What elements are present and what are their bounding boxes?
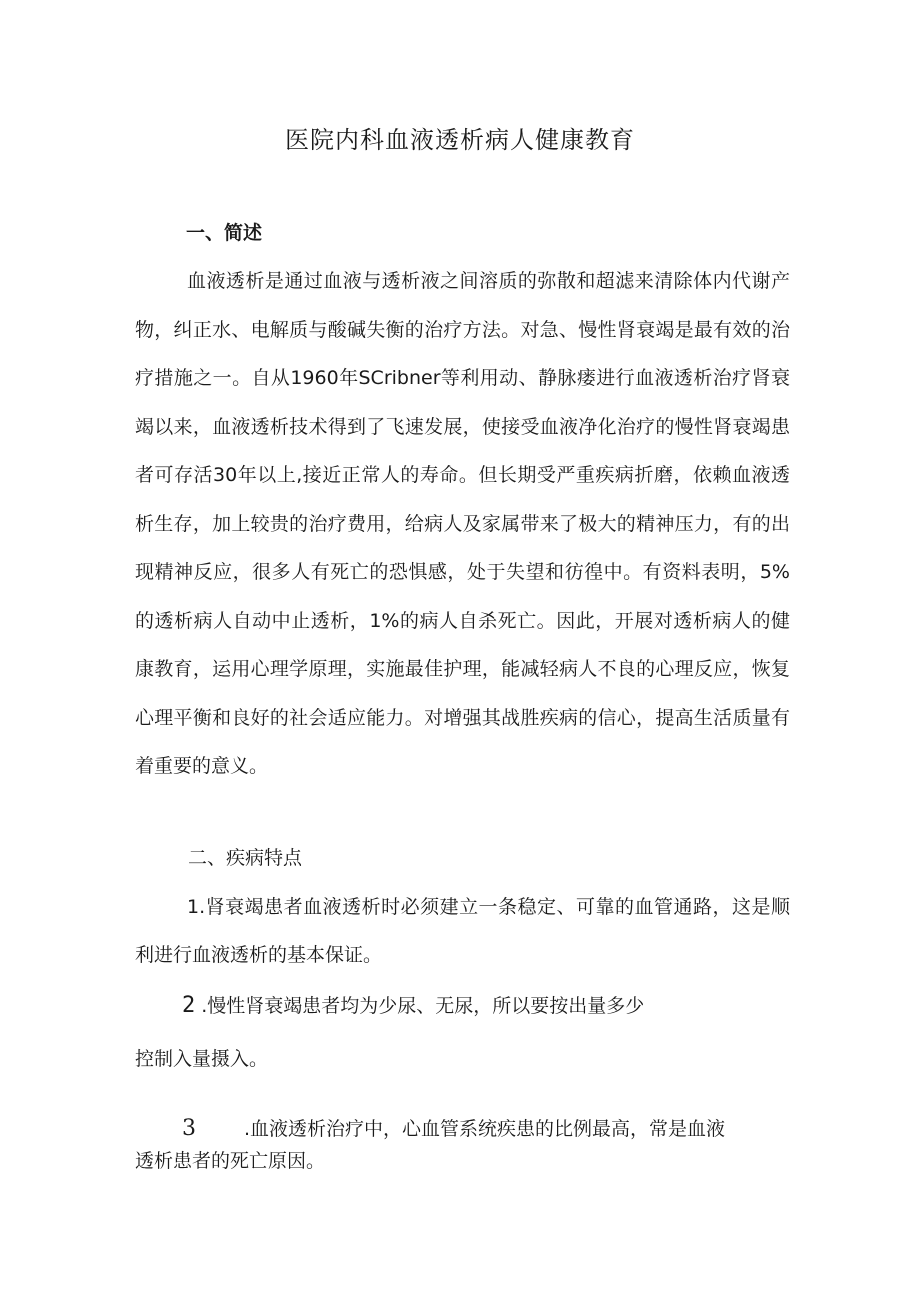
feature-item-2-text: .慢性肾衰竭患者均为少尿、无尿，所以要按出量多少 <box>201 995 645 1017</box>
feature-item-1: 1.肾衰竭患者血液透析时必须建立一条稳定、可靠的血管通路，这是顺利进行血液透析的基本保证。 <box>135 896 790 966</box>
section-heading-overview: 一、简述 <box>186 222 263 244</box>
feature-item-2-number: 2 <box>182 993 196 1018</box>
feature-item-2-line2: 控制入量摄入。 <box>135 1048 269 1070</box>
document-title: 医院内科血液透析病人健康教育 <box>285 126 635 154</box>
feature-item-3-number: 3 <box>182 1116 196 1141</box>
section-heading-disease-features: 二、疾病特点 <box>188 847 303 869</box>
overview-paragraph: 血液透析是通过血液与透析液之间溶质的弥散和超滤来清除体内代谢产物，纠正水、电解质与酸碱失衡的治疗方法。对急、慢性肾衰竭是最有效的治疗措施之一。自从1960年SCribner等利用动、静脉瘘进行血液透析治疗肾衰竭以来，血液透析技术得到了飞速发展，使接受血液净化治疗的慢性肾衰竭患者可存活30年以上,接近正常人的寿命。但长期受严重疾病折磨，依赖血液透析生存，加上较贵的治疗费用，给病人及家属带来了极大的精神压力，有的出现精神反应，很多人有死亡的恐惧感，处于失望和彷徨中。有资料表明，5%的透析病人自动中止透析，1%的病人自杀死亡。因此，开展对透析病人的健康教育，运用心理学原理，实施最佳护理，能减轻病人不良的心理反应，恢复心理平衡和良好的社会适应能力。对增强其战胜疾病的信心，提高生活质量有着重要的意义。 <box>135 270 790 777</box>
feature-item-2-line1 <box>182 986 644 1026</box>
feature-item-3-text: .血液透析治疗中，心血管系统疾患的比例最高，常是血液 <box>244 1118 726 1140</box>
feature-item-3-line2: 透析患者的死亡原因。 <box>135 1150 326 1172</box>
